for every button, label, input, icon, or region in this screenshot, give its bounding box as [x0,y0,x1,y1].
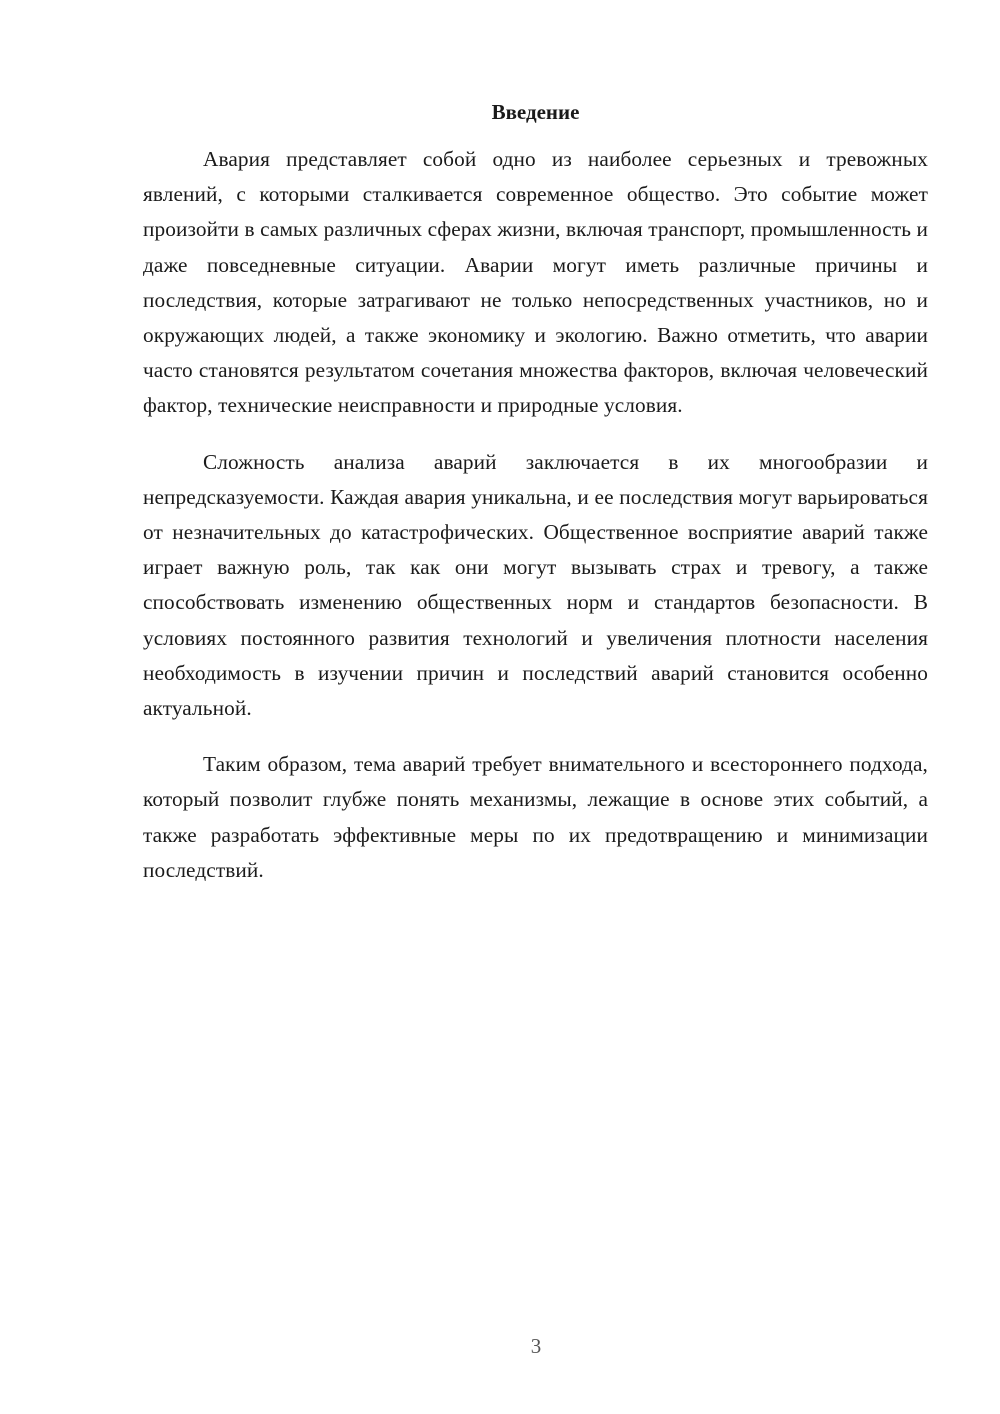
paragraph-2: Сложность анализа аварий заключается в их многообразии и непредсказуемости. Каждая авария уникальна, и ее последствия могут варьироваться от незначительных до катастрофических. Общественное восприятие аварий также играет важную роль, так как они могут вызывать страх и тревогу, а также способствовать изменению общественных норм и стандартов безопасности. В условиях постоянного развития технологий и увеличения плотности населения необходимость в изучении причин и последствий аварий становится особенно актуальной. [143,449,928,721]
body-text [143,142,928,909]
paragraph-3: Таким образом, тема аварий требует внимательного и всестороннего подхода, который позволит глубже понять механизмы, лежащие в основе этих событий, а также разработать эффективные меры по их предотвращению и минимизации последствий. [143,752,928,882]
page-number: 3 [530,1334,542,1358]
paragraph-1: Авария представляет собой одно из наиболее серьезных и тревожных явлений, с которыми сталкивается современное общество. Это событие может произойти в самых различных сферах жизни, включая транспорт, промышленность и даже повседневные ситуации. Аварии могут иметь различные причины и последствия, которые затрагивают не только непосредственных участников, но и окружающих людей, а также экономику и экологию. Важно отметить, что аварии часто становятся результатом сочетания множества факторов, включая человеческий фактор, технические неисправности и природные условия. [143,147,928,418]
section-title: Введение [491,100,580,124]
